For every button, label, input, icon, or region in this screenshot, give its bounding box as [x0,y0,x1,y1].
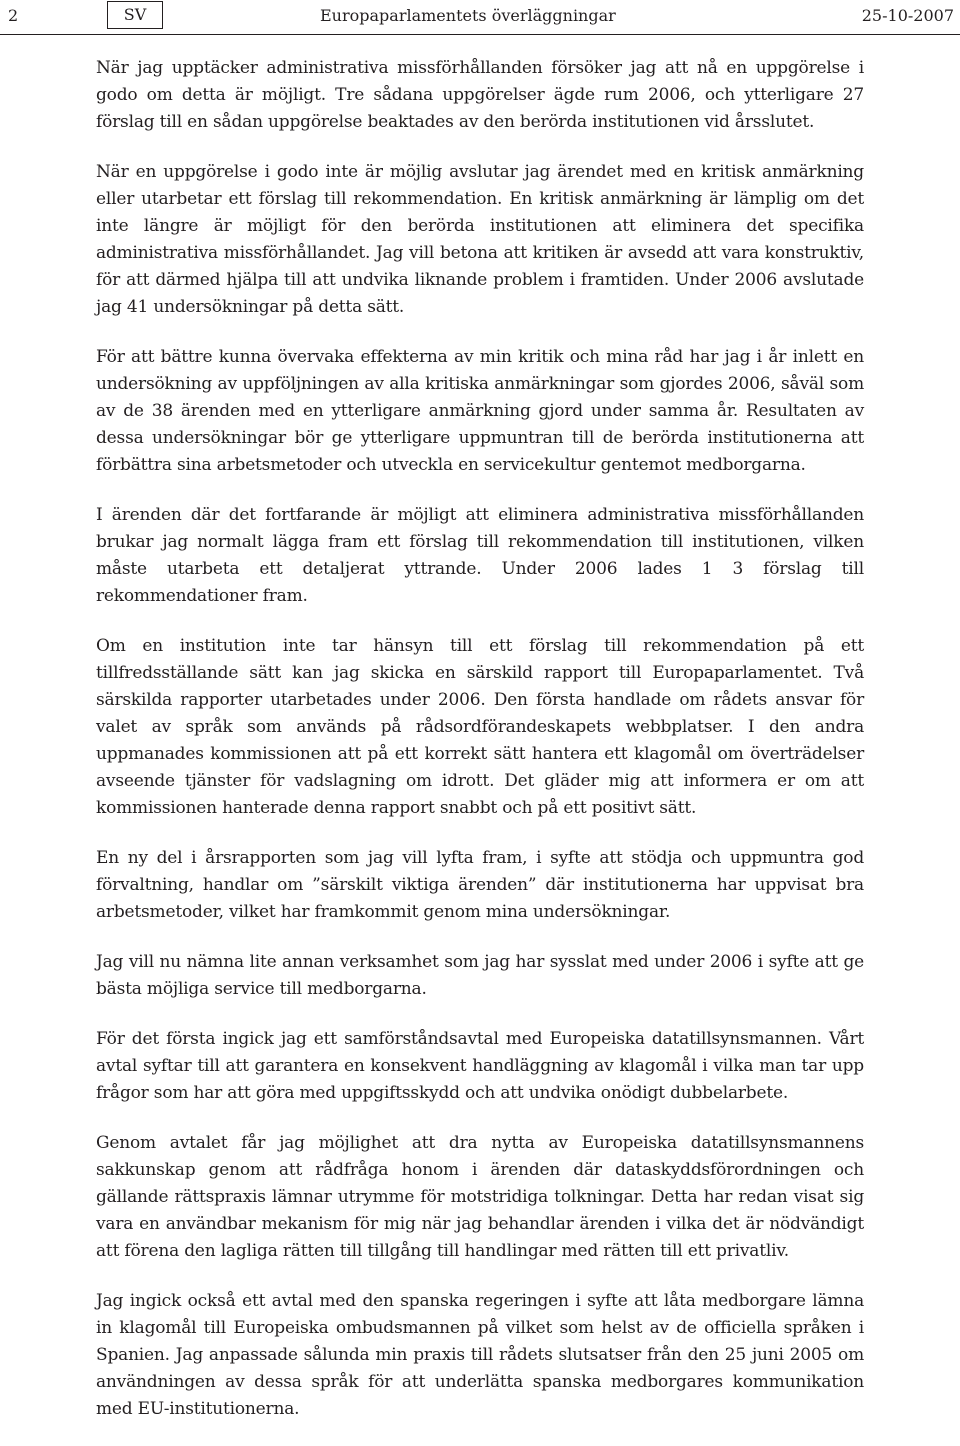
paragraph-5: Om en institution inte tar hänsyn till ett förslag till rekommendation på ett tillfredsställande sätt kan jag skicka en särskild rapport till Europaparlamentet. Två särskilda rapporter utarbetades under 2006. Den första handlade om rådets ansvar för valet av språk som används på rådsordförandeskapets webbplatser. I den andra uppmanades kommissionen att på ett korrekt sätt hantera ett klagomål om överträdelser avseende tjänster för vadslagning om idrott. Det gläder mig att informera er om att kommissionen hanterade denna rapport snabbt och på ett positivt sätt. [96,636,864,818]
paragraph-6: En ny del i årsrapporten som jag vill lyfta fram, i syfte att stödja och uppmuntra god förvaltning, handlar om ”särskilt viktiga ärenden” där institutionerna har uppvisat bra arbetsmetoder, vilket har framkommit genom mina undersökningar. [96,848,864,922]
paragraph-4: I ärenden där det fortfarande är möjligt att eliminera administrativa missförhållanden brukar jag normalt lägga fram ett förslag till rekommendation till institutionen, vilken måste utarbeta ett detaljerat yttrande. Under 2006 lades 1 3 förslag till rekommendationer fram. [96,505,864,606]
publication-date: 25-10-2007 [861,6,954,25]
document-body [96,55,864,1446]
page-header [0,0,960,35]
paragraph-9: Genom avtalet får jag möjlighet att dra nytta av Europeiska datatillsynsmannens sakkunskap genom att rådfråga honom i ärenden där dataskyddsförordningen och gällande rättspraxis lämnar utrymme för motstridiga tolkningar. Detta har redan visat sig vara en användbar mekanism för mig när jag behandlar ärenden i vilka det är nödvändigt att förena den lagliga rätten till tillgång till handlingar med rätten till ett privatliv. [96,1133,864,1261]
paragraph-10: Jag ingick också ett avtal med den spanska regeringen i syfte att låta medborgare lämna in klagomål till Europeiska ombudsmannen på vilket som helst av de officiella språken i Spanien. Jag anpassade sålunda min praxis till rådets slutsatser från den 25 juni 2005 om användningen av dessa språk för att underlätta spanska medborgares kommunikation med EU-institutionerna. [96,1291,864,1419]
paragraph-2: När en uppgörelse i godo inte är möjlig avslutar jag ärendet med en kritisk anmärkning eller utarbetar ett förslag till rekommendation. En kritisk anmärkning är lämplig om det inte längre är möjligt för den berörda institutionen att eliminera det specifika administrativa missförhållandet. Jag vill betona att kritiken är avsedd att vara konstruktiv, för att därmed hjälpa till att undvika liknande problem i framtiden. Under 2006 avslutade jag 41 undersökningar på detta sätt. [96,162,864,317]
language-code-box: SV [107,1,163,29]
paragraph-8: För det första ingick jag ett samförståndsavtal med Europeiska datatillsynsmannen. Vårt avtal syftar till att garantera en konsekvent handläggning av klagomål i vilka man tar upp frågor som har att göra med uppgiftsskydd och att undvika onödigt dubbelarbete. [96,1029,864,1103]
paragraph-7: Jag vill nu nämna lite annan verksamhet som jag har sysslat med under 2006 i syfte att ge bästa möjliga service till medborgarna. [96,952,864,999]
paragraph-3: För att bättre kunna övervaka effekterna av min kritik och mina råd har jag i år inlett en undersökning av uppföljningen av alla kritiska anmärkningar som gjordes 2006, såväl som av de 38 ärenden med en ytterligare anmärkning gjord under samma år. Resultaten av dessa undersökningar bör ge ytterligare uppmuntran till de berörda institutionerna att förbättra sina arbetsmetoder och utveckla en servicekultur gentemot medborgarna. [96,347,864,475]
paragraph-1: När jag upptäcker administrativa missförhållanden försöker jag att nå en uppgörelse i godo om detta är möjligt. Tre sådana uppgörelser ägde rum 2006, och ytterligare 27 förslag till en sådan uppgörelse beaktades av den berörda institutionen vid årsslutet. [96,58,864,132]
publication-title: Europaparlamentets överläggningar [320,6,616,25]
page-number: 2 [8,6,19,25]
